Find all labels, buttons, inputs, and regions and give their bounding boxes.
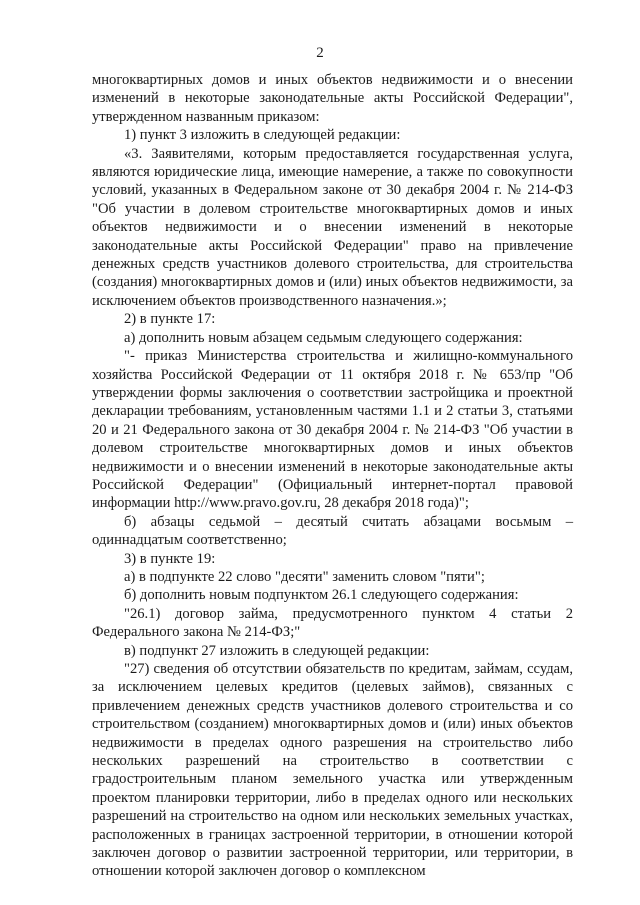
page-number: 2 (316, 45, 324, 61)
paragraph: "- приказ Министерства строительства и жилищно-коммунального хозяйства Российской Федерации от 11 октября 2018 г. № 653/пр "Об утверждении формы заключения о соответствии застройщика и проектной декларации требованиям, установленным частями 1.1 и 2 статьи 3, статьями 20 и 21 Федерального закона от 30 декабря 2004 г. № 214-ФЗ "Об участии в долевом строительстве многоквартирных домов и иных объектов недвижимости и о внесении изменений в некоторые законодательные акты Российской Федерации" (Официальный интернет-портал правовой информации http://www.pravo.gov.ru, 28 декабря 2018 года)"; (92, 348, 573, 512)
paragraph: а) дополнить новым абзацем седьмым следующего содержания: (124, 329, 523, 346)
paragraph: 2) в пункте 17: (124, 311, 216, 328)
paragraph: "26.1) договор займа, предусмотренного пунктом 4 статьи 2 Федерального закона № 214-ФЗ;" (92, 605, 573, 641)
paragraph: 1) пункт 3 изложить в следующей редакции: (124, 127, 401, 144)
paragraph: 3) в пункте 19: (124, 550, 216, 567)
paragraph: многоквартирных домов и иных объектов недвижимости и о внесении изменений в некоторые законодательные акты Российской Федерации", утвержденном названным приказом: (92, 72, 573, 125)
paragraph: "27) сведения об отсутствии обязательств по кредитам, займам, ссудам, за исключением целевых кредитов (целевых займов), связанных с привлечением денежных средств участников долевого строительства и со строительством (созданием) многоквартирных домов и (или) иных объектов недвижимости в пределах одного разрешения на строительство либо нескольких разрешений на строительство в соответствии с градостроительным планом земельного участка или утвержденным проектом планировки территории, либо в пределах одного или нескольких разрешений на строительство на одном или нескольких земельных участках, расположенных в границах застроенной территории, в отношении которой заключен договор о развитии застроенной территории, или территории, в отношении которой заключен договор о комплексном (92, 661, 573, 880)
paragraph: а) в подпункте 22 слово "десяти" заменить словом "пяти"; (124, 568, 485, 585)
paragraph: б) дополнить новым подпунктом 26.1 следующего содержания: (124, 587, 519, 604)
paragraph: в) подпункт 27 изложить в следующей редакции: (124, 642, 430, 659)
document-body (92, 71, 573, 881)
paragraph: б) абзацы седьмой – десятый считать абзацами восьмым – одиннадцатым соответственно; (92, 513, 573, 549)
paragraph: «3. Заявителями, которым предоставляется государственная услуга, являются юридические лица, имеющие намерение, а также по совокупности условий, указанных в Федеральном законе от 30 декабря 2004 г. № 214-ФЗ "Об участии в долевом строительстве многоквартирных домов и иных объектов недвижимости и о внесении изменений в некоторые законодательные акты Российской Федерации" право на привлечение денежных средств участников долевого строительства, для строительства (создания) многоквартирных домов и (или) иных объектов недвижимости, за исключением объектов производственного назначения.»; (92, 145, 573, 309)
